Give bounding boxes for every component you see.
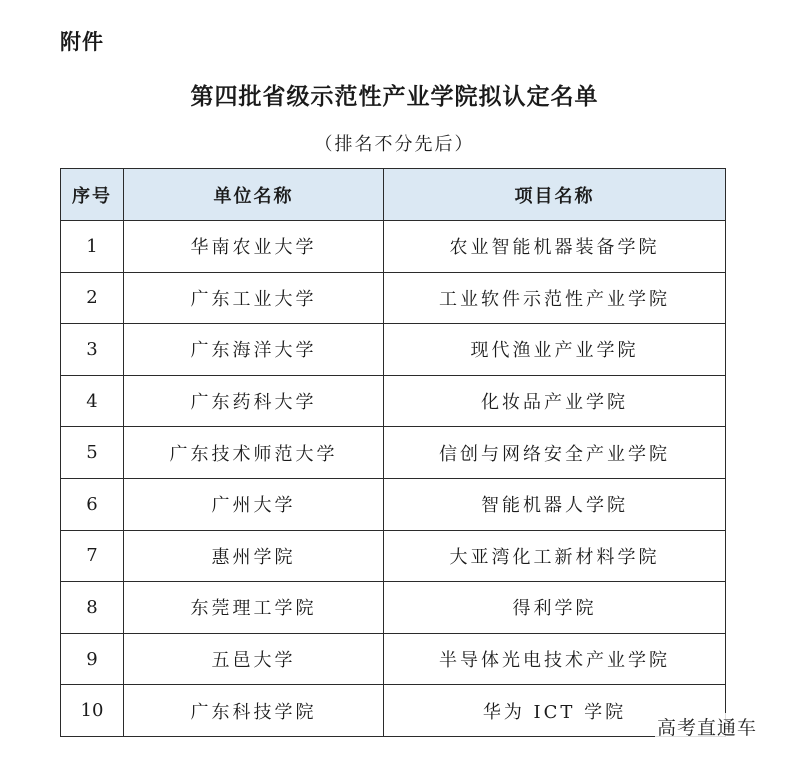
table-row xyxy=(61,530,726,582)
row-unit-name: 广东药科大学 xyxy=(124,375,384,427)
row-unit-name: 五邑大学 xyxy=(124,633,384,685)
header-unit-name: 单位名称 xyxy=(124,169,384,221)
header-index: 序号 xyxy=(61,169,124,221)
row-index: 6 xyxy=(61,478,124,530)
document-subtitle: （排名不分先后） xyxy=(314,134,475,155)
row-index: 7 xyxy=(61,530,124,582)
table-header xyxy=(61,169,726,221)
row-project-name: 化妆品产业学院 xyxy=(384,375,726,427)
table-row xyxy=(61,478,726,530)
table-row xyxy=(61,685,726,737)
row-unit-name: 惠州学院 xyxy=(124,530,384,582)
row-unit-name: 广东科技学院 xyxy=(124,685,384,737)
row-index: 8 xyxy=(61,582,124,634)
row-project-name: 半导体光电技术产业学院 xyxy=(384,633,726,685)
row-unit-name: 广东技术师范大学 xyxy=(124,427,384,479)
row-unit-name: 华南农业大学 xyxy=(124,221,384,273)
table-row xyxy=(61,427,726,479)
row-index: 3 xyxy=(61,324,124,376)
row-unit-name: 广东海洋大学 xyxy=(124,324,384,376)
table-row xyxy=(61,582,726,634)
row-project-name: 大亚湾化工新材料学院 xyxy=(384,530,726,582)
row-project-name: 华为 ICT 学院 xyxy=(384,685,726,737)
row-project-name: 现代渔业产业学院 xyxy=(384,324,726,376)
header-project-name: 项目名称 xyxy=(384,169,726,221)
row-unit-name: 东莞理工学院 xyxy=(124,582,384,634)
row-unit-name: 广东工业大学 xyxy=(124,272,384,324)
table-row xyxy=(61,221,726,273)
row-index: 10 xyxy=(61,685,124,737)
document-title: 第四批省级示范性产业学院拟认定名单 xyxy=(190,84,599,110)
table-row xyxy=(61,375,726,427)
row-index: 9 xyxy=(61,633,124,685)
row-project-name: 智能机器人学院 xyxy=(384,478,726,530)
row-project-name: 得利学院 xyxy=(384,582,726,634)
table-header-row xyxy=(61,169,726,221)
attachment-label: 附件 xyxy=(60,30,104,54)
table-row xyxy=(61,324,726,376)
row-index: 1 xyxy=(61,221,124,273)
row-unit-name: 广州大学 xyxy=(124,478,384,530)
source-watermark: 高考直通车 xyxy=(655,713,759,740)
row-project-name: 农业智能机器装备学院 xyxy=(384,221,726,273)
row-index: 5 xyxy=(61,427,124,479)
table-body xyxy=(61,221,726,737)
table-row xyxy=(61,633,726,685)
row-project-name: 信创与网络安全产业学院 xyxy=(384,427,726,479)
row-project-name: 工业软件示范性产业学院 xyxy=(384,272,726,324)
row-index: 4 xyxy=(61,375,124,427)
college-list-table xyxy=(60,168,726,737)
row-index: 2 xyxy=(61,272,124,324)
table-row xyxy=(61,272,726,324)
